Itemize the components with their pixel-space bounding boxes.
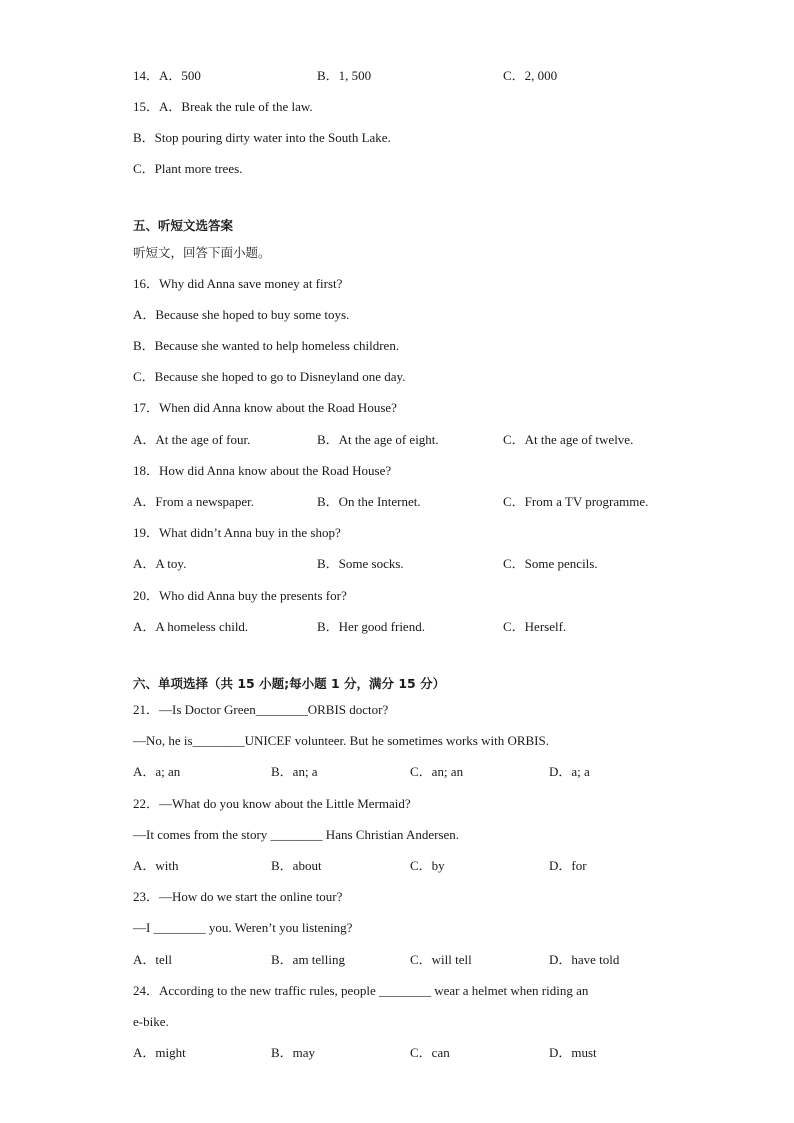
q24-option-d: D．must: [549, 1045, 597, 1060]
q23-option-b: B．am telling: [271, 952, 346, 967]
section5-instruction: 听短文，回答下面小题。: [133, 245, 271, 260]
q23-line1: 23．—How do we start the online tour?: [133, 889, 343, 904]
q20-option-b: B．Her good friend.: [317, 619, 425, 634]
q22-line2: —It comes from the story ________ Hans Christian Andersen.: [133, 827, 460, 842]
q23-option-c: C．will tell: [410, 952, 472, 967]
q18-option-b: B．On the Internet.: [317, 494, 421, 509]
q15-option-c: C．Plant more trees.: [133, 161, 243, 176]
q17-stem: 17．When did Anna know about the Road House?: [133, 400, 397, 415]
q21-line1: 21．—Is Doctor Green________ORBIS doctor?: [133, 702, 389, 717]
q16-option-c: C．Because she hoped to go to Disneyland one day.: [133, 369, 406, 384]
q23-line2: —I ________ you. Weren’t you listening?: [133, 920, 353, 935]
q14-option-c: C．2, 000: [503, 68, 558, 83]
q22-option-c: C．by: [410, 858, 445, 873]
q21-option-d: D．a; a: [549, 764, 590, 779]
q20-stem: 20．Who did Anna buy the presents for?: [133, 588, 347, 603]
q14-number-option-a: [133, 68, 201, 84]
q15-option-a: A．Break the rule of the law.: [159, 99, 313, 114]
q20-option-a: A．A homeless child.: [133, 619, 249, 634]
q23-option-a: A．tell: [133, 952, 172, 967]
q15-number-option-a: [133, 99, 313, 115]
q20-option-c: C．Herself.: [503, 619, 567, 634]
q19-option-a: A．A toy.: [133, 556, 187, 571]
q21-option-c: C．an; an: [410, 764, 464, 779]
q17-option-a: A．At the age of four.: [133, 432, 251, 447]
section6-title: 六、单项选择（共 15 小题;每小题 1 分，满分 15 分）: [133, 676, 446, 691]
q24-line2: e-bike.: [133, 1014, 169, 1029]
section5-title: 五、听短文选答案: [133, 218, 234, 233]
q16-option-a: A．Because she hoped to buy some toys.: [133, 307, 350, 322]
q18-stem: 18．How did Anna know about the Road House?: [133, 463, 392, 478]
q21-option-b: B．an; a: [271, 764, 318, 779]
q24-line1: 24．According to the new traffic rules, people ________ wear a helmet when riding an: [133, 983, 589, 998]
q17-option-b: B．At the age of eight.: [317, 432, 439, 447]
q19-option-b: B．Some socks.: [317, 556, 404, 571]
q16-stem: 16．Why did Anna save money at first?: [133, 276, 343, 291]
q18-option-c: C．From a TV programme.: [503, 494, 649, 509]
q24-option-a: A．might: [133, 1045, 186, 1060]
q14-number: 14．: [133, 68, 160, 83]
q17-option-c: C．At the age of twelve.: [503, 432, 634, 447]
q19-option-c: C．Some pencils.: [503, 556, 598, 571]
q14-option-b: B．1, 500: [317, 68, 372, 83]
q22-option-d: D．for: [549, 858, 587, 873]
q21-line2: —No, he is________UNICEF volunteer. But he sometimes works with ORBIS.: [133, 733, 549, 748]
q24-option-b: B．may: [271, 1045, 316, 1060]
q19-stem: 19．What didn’t Anna buy in the shop?: [133, 525, 341, 540]
q15-number: 15．: [133, 99, 160, 114]
q23-option-d: D．have told: [549, 952, 620, 967]
q18-option-a: A．From a newspaper.: [133, 494, 254, 509]
q22-option-b: B．about: [271, 858, 322, 873]
q22-line1: 22．—What do you know about the Little Mermaid?: [133, 796, 411, 811]
q24-option-c: C．can: [410, 1045, 450, 1060]
q22-option-a: A．with: [133, 858, 179, 873]
q16-option-b: B．Because she wanted to help homeless children.: [133, 338, 400, 353]
q21-option-a: A．a; an: [133, 764, 181, 779]
q15-option-b: B．Stop pouring dirty water into the South Lake.: [133, 130, 391, 145]
q14-option-a: A．500: [159, 68, 201, 83]
